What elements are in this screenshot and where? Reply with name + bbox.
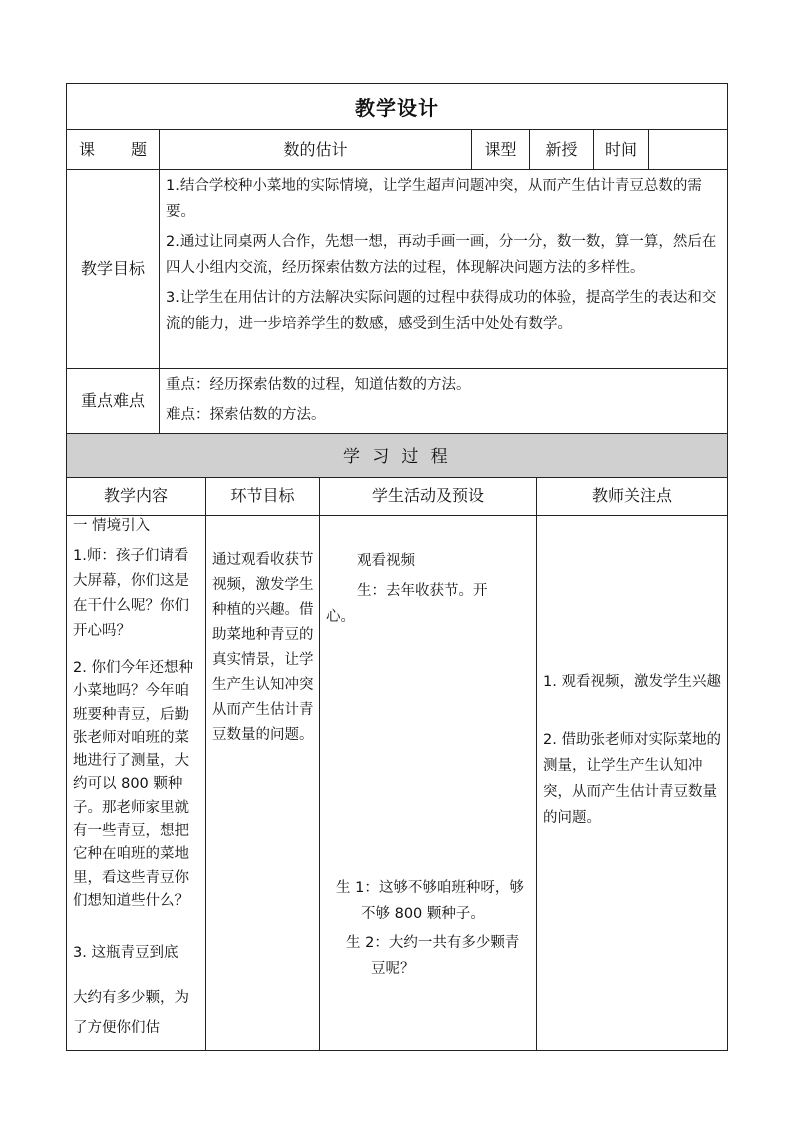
objectives-label: 教学目标 (80, 259, 145, 278)
type-value: 新授 (545, 140, 578, 159)
rule (159, 129, 160, 434)
goal-text: 通过观看收获节视频，激发学生种植的兴趣。借助菜地种青豆的真实情景，让学生产生认知冲突从而产生估计青豆数量的问题。 (212, 552, 314, 743)
col-header-teacher: 教师关注点 (591, 486, 672, 505)
section-title: 学 习 过 程 (342, 447, 451, 467)
topic-value: 数的估计 (283, 140, 348, 159)
rule (66, 433, 728, 434)
rule (66, 83, 728, 84)
teacher-focus: 2. 借助张老师对实际菜地的测量，让学生产生认知冲突，从而产生估计青豆数量的问题。 (543, 732, 721, 826)
objective-item: 3.让学生在用估计的方法解决实际问题的过程中获得成功的体验，提高学生的表达和交流的能力，进一步培养学生的数感，感受到生活中处处有数学。 (166, 290, 717, 332)
objectives-text (166, 173, 721, 337)
topic-label: 课题 (79, 140, 147, 159)
type-label: 课型 (484, 140, 517, 159)
student-activity: 生 1：这够不够咱班种呀，够不够 800 颗种子。 (336, 880, 524, 922)
content-paragraph: 1.师：孩子们请看大屏幕，你们这是在干什么呢？你们开心吗？ (73, 548, 189, 639)
rule (727, 83, 728, 1051)
student-activity: 生 2：大约一共有多少颗青豆呢？ (346, 935, 520, 977)
content-paragraph: 3. 这瓶青豆到底 (73, 945, 179, 961)
rule (648, 129, 649, 169)
key-point: 重点：经历探索估数的过程，知道估数的方法。 (166, 377, 471, 393)
difficult-point: 难点：探索估数的方法。 (166, 407, 326, 423)
content-heading: 一 情境引入 (73, 518, 151, 534)
rule (66, 169, 728, 170)
content-paragraph: 大约有多少颗，为了方便你们估 (73, 990, 189, 1036)
objective-item: 1.结合学校种小菜地的实际情境，让学生超声问题冲突，从而产生估计青豆总数的需要。 (166, 178, 702, 220)
time-label: 时间 (604, 140, 637, 159)
keypoints-label: 重点难点 (80, 391, 145, 410)
rule (66, 368, 728, 369)
rule (536, 477, 537, 1051)
page-title: 教学设计 (355, 96, 439, 120)
rule (66, 477, 728, 478)
rule (205, 477, 206, 1051)
col-header-content: 教学内容 (103, 486, 168, 505)
col-header-goal: 环节目标 (230, 486, 295, 505)
col-header-student: 学生活动及预设 (371, 486, 484, 505)
rule (319, 477, 320, 1051)
teacher-focus: 1. 观看视频，激发学生兴趣 (543, 674, 721, 690)
rule (66, 129, 728, 130)
student-activity: 生：去年收获节。开心。 (326, 583, 488, 625)
objective-item: 2.通过让同桌两人合作，先想一想，再动手画一画，分一分，数一数，算一算，然后在四人小组内交流，经历探索估数方法的过程，体现解决问题方法的多样性。 (166, 234, 717, 276)
rule (66, 83, 67, 1051)
rule (66, 1050, 728, 1051)
content-paragraph: 2. 你们今年还想种小菜地吗？今年咱班要种青豆，后勤张老师对咱班的菜地进行了测量，大约可以 800 颗种子。那老师家里就有一些青豆，想把它种在咱班的菜地里，看这些青豆你们想知道些什么？ (73, 660, 193, 909)
student-activity: 观看视频 (357, 553, 415, 569)
